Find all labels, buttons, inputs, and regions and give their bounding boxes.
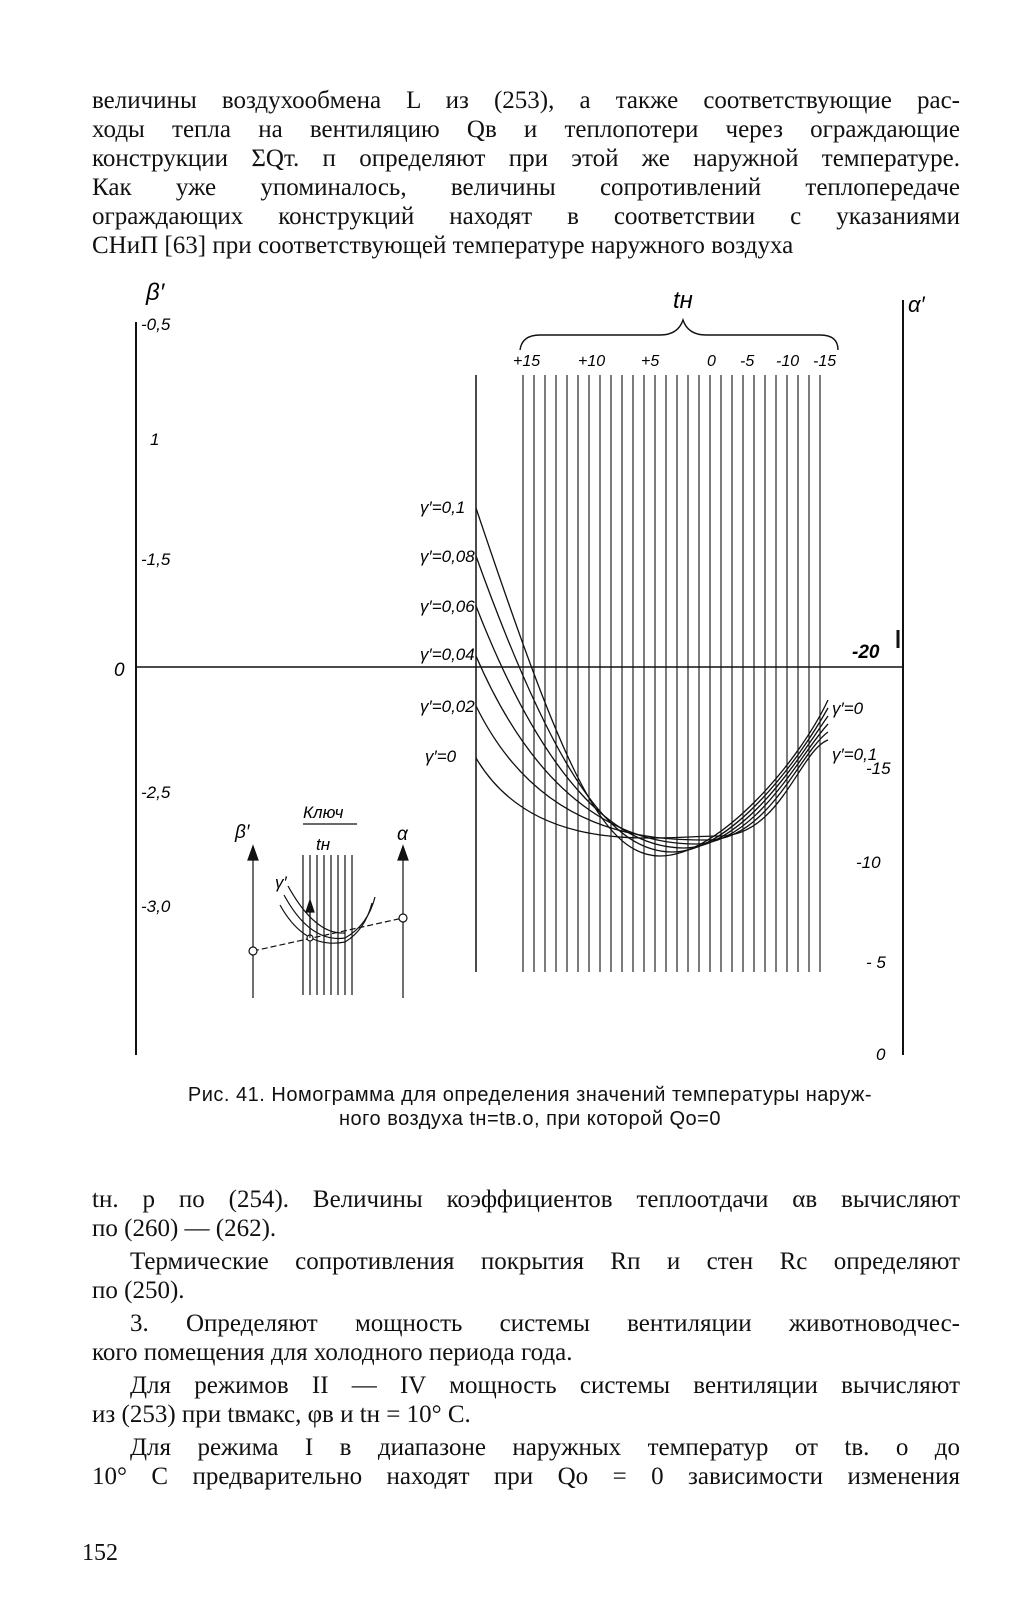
paragraph	[92, 1433, 960, 1491]
key-title: Ключ	[303, 803, 344, 822]
left-axis-label: β′	[146, 279, 165, 306]
gamma-curve	[476, 706, 828, 840]
gamma-label: γ′=0,08	[420, 547, 475, 566]
paragraph	[92, 1247, 960, 1305]
gamma-curve	[476, 656, 828, 844]
gamma-label: γ′=0,04	[420, 645, 475, 664]
right-axis-label: α′	[908, 292, 925, 317]
text-line: tн. р по (254). Величины коэффициентов теплоотдачи αв вычисляют	[92, 1186, 960, 1213]
bottom-paragraphs	[92, 1185, 960, 1495]
caption-line: ного воздуха tн=tв.о, при которой Qо=0	[339, 1108, 721, 1130]
t-brace	[520, 320, 838, 350]
text-line: по (250).	[92, 1277, 185, 1304]
key-t-label: tн	[316, 835, 331, 854]
key-gamma-label: γ′	[275, 873, 287, 892]
text-line: ограждающих конструкций находят в соответствии с указаниями	[92, 203, 960, 230]
paragraph	[92, 1309, 960, 1367]
text-line: 10° С предварительно находят при Qо = 0 зависимости изменения	[92, 1463, 960, 1490]
text-line: ходы тепла на вентиляцию Qв и теплопотери через ограждающие	[92, 116, 960, 143]
left-tick: -1,5	[141, 550, 171, 569]
temperature-grid	[523, 375, 820, 972]
top-tick: -5	[740, 353, 755, 370]
text-line: по (260) — (262).	[92, 1215, 277, 1242]
text-line: кого помещения для холодного периода года.	[92, 1339, 573, 1366]
top-label: tн	[673, 287, 693, 314]
page-number: 152	[82, 1540, 118, 1566]
right-tick: -10	[856, 853, 881, 872]
nomogram-figure	[0, 270, 1020, 1070]
text-line: Как уже упоминалось, величины сопротивлений теплопередаче	[92, 174, 960, 201]
gamma-label: γ′=0,02	[420, 697, 475, 716]
caption-line: Рис. 41. Номограмма для определения значений температуры наруж-	[187, 1084, 873, 1106]
text-line: Термические сопротивления покрытия Rп и стен Rс определяют	[130, 1248, 960, 1275]
gamma-label: γ′=0	[832, 699, 864, 718]
gamma-label: γ′=0,06	[420, 597, 475, 616]
figure-caption	[120, 1083, 940, 1131]
top-tick: -15	[813, 353, 837, 370]
top-tick: +5	[641, 353, 660, 370]
right-tick: -20	[852, 642, 880, 663]
paragraph	[92, 1371, 960, 1429]
left-tick: -2,5	[141, 783, 171, 802]
paragraph	[92, 1185, 960, 1243]
text-line: СНиП [63] при соответствующей температуре наружного воздуха	[92, 232, 794, 259]
text-line: Для режимов II — IV мощность системы вентиляции вычисляют	[130, 1372, 960, 1399]
top-tick: +15	[513, 353, 541, 370]
text-line: Для режима I в диапазоне наружных температур от tв. о до	[130, 1434, 960, 1461]
left-tick: -0,5	[141, 315, 171, 334]
gamma-curve	[476, 508, 828, 856]
text-line: из (253) при tвмакс, φв и tн = 10° С.	[92, 1401, 471, 1428]
text-line: конструкции ΣQт. п определяют при этой же наружной температуре.	[92, 145, 960, 172]
left-tick: 1	[150, 430, 160, 449]
gamma-curve	[476, 556, 828, 852]
text-line: величины воздухообмена L из (253), а также соответствующие рас-	[92, 87, 960, 114]
top-tick: -10	[776, 353, 800, 370]
left-tick: 0	[114, 660, 125, 681]
key-beta-label: β′	[235, 822, 250, 843]
gamma-label: γ′=0,1	[832, 745, 878, 764]
right-tick: -15	[866, 759, 891, 778]
top-tick: 0	[707, 353, 716, 370]
gamma-curves	[476, 508, 828, 856]
gamma-label: γ′=0	[425, 747, 457, 766]
gamma-label: γ′=0,1	[420, 498, 466, 517]
top-tick: +10	[578, 353, 606, 370]
top-paragraph	[92, 86, 960, 260]
key-alpha-label: α	[397, 824, 408, 845]
text-line: 3. Определяют мощность системы вентиляции животноводчес-	[130, 1310, 960, 1337]
right-tick: - 5	[866, 953, 886, 972]
left-tick: -3,0	[141, 897, 171, 916]
right-tick: 0	[876, 1045, 886, 1064]
